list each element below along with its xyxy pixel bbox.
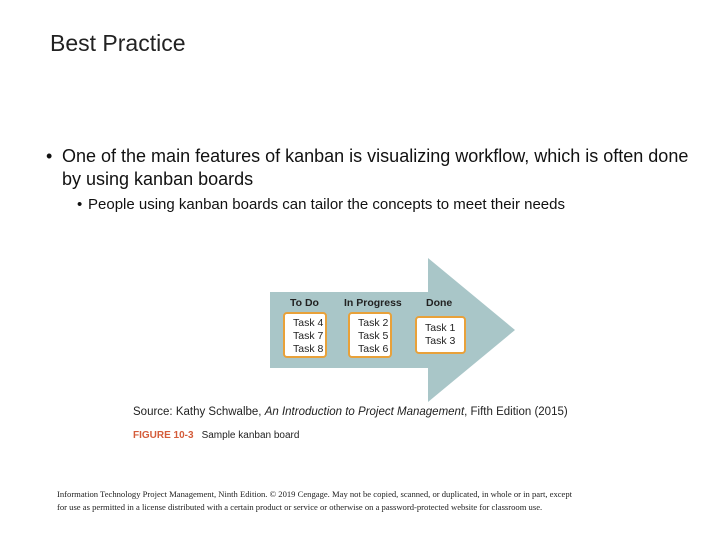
figure-label: FIGURE 10-3 (133, 430, 194, 441)
task-card-done (415, 316, 466, 354)
task-item: Task 2 (358, 317, 389, 329)
task-item: Task 3 (425, 335, 456, 347)
source-book-title: An Introduction to Project Management (264, 406, 465, 418)
task-card-in-progress (348, 312, 392, 358)
task-item: Task 6 (358, 343, 389, 355)
source-prefix: Source: Kathy Schwalbe, (133, 406, 265, 418)
column-header-done: Done (426, 297, 453, 309)
task-item: Task 4 (293, 317, 324, 329)
column-header-to-do: To Do (290, 297, 319, 309)
task-item: Task 8 (293, 343, 324, 355)
footer-line-1: Information Technology Project Management, Ninth Edition. © 2019 Cengage. May not be copied, scanned, or duplicated, in whole or in part, except (57, 489, 573, 499)
source-suffix: , Fifth Edition (2015) (464, 406, 568, 418)
bullet-level-1 (46, 145, 712, 191)
bullet-1-text: One of the main features of kanban is visualizing workflow, which is often done by using kanban boards (62, 146, 689, 189)
bullet-level-2 (77, 195, 708, 214)
task-item: Task 1 (425, 322, 456, 334)
task-item: Task 7 (293, 330, 324, 342)
kanban-board-figure (270, 258, 515, 402)
bullet-dot: • (77, 196, 83, 213)
copyright-footer (57, 488, 697, 514)
bullet-dot: • (46, 146, 53, 166)
slide-title: Best Practice (50, 30, 186, 56)
figure-source (133, 406, 568, 418)
figure-caption-text: Sample kanban board (201, 430, 300, 441)
footer-line-2: for use as permitted in a license distributed with a certain product or service or otherwise on a password-protected website for classroom use. (57, 502, 543, 512)
figure-caption (133, 430, 299, 441)
column-header-in-progress: In Progress (344, 297, 402, 309)
bullet-2-text: People using kanban boards can tailor the concepts to meet their needs (88, 196, 565, 213)
task-card-to-do (283, 312, 327, 358)
task-item: Task 5 (358, 330, 389, 342)
